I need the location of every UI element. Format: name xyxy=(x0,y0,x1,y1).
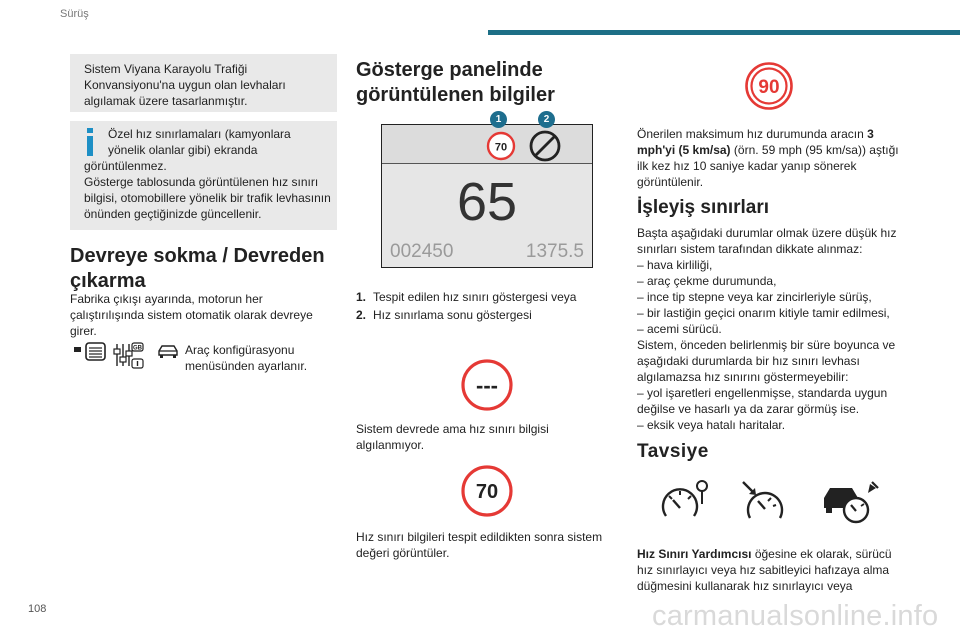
header-accent-bar xyxy=(488,30,960,35)
speed-limit-sign xyxy=(486,131,516,161)
desc-no-limit: Sistem devrede ama hız sınırı bilgisi algılanmıyor. xyxy=(356,422,549,452)
touchscreen-icon xyxy=(73,341,107,363)
settings-sliders-icon xyxy=(112,340,144,370)
car-icon xyxy=(156,342,180,362)
marker-1: 1 xyxy=(490,111,507,128)
heading-activation: Devreye sokma / Devreden çıkarma xyxy=(70,245,325,292)
current-speed: 65 xyxy=(456,172,518,232)
info-box xyxy=(70,121,337,230)
odometer: 002450 xyxy=(390,241,454,262)
sign-dash-text: --- xyxy=(476,373,498,398)
heading-panel-info: Gösterge panelinde görüntülenen bilgiler xyxy=(356,59,555,106)
page-number: 108 xyxy=(28,603,47,615)
heading-limits: İşleyiş sınırları xyxy=(637,197,770,218)
desc-limit-shown: Hız sınırı bilgileri tespit edildikten sonra sistem değeri görüntüler. xyxy=(356,530,603,560)
no-limit-detected-sign xyxy=(460,358,514,412)
recommended-speed-text: Önerilen maksimum hız durumunda aracın 3 mph'yi (5 km/sa) (örn. 59 mph (95 km/sa)) aştığı ilk kez hız 10 saniye kadar yanıp sönerek görüntülenir. xyxy=(637,127,899,189)
note-box-vienna xyxy=(70,54,337,112)
marker-2: 2 xyxy=(538,111,555,128)
speedometer-pin-icon xyxy=(660,478,712,522)
speed-limit-90-sign xyxy=(744,61,794,111)
menu-config-text: Araç konfigürasyonu menüsünden ayarlanır. xyxy=(185,343,308,373)
speedometer-arrow-icon xyxy=(740,478,790,522)
info-body: görüntülenmez. Gösterge tablosunda görüntülenen hız sınırı bilgisi, otomobillere yönelik bir trafik levhasının önünden geçtiğinizde güncellenir. xyxy=(84,159,331,221)
info-title: Özel hız sınırlamaları (kamyonlara yönelik olanlar gibi) ekranda xyxy=(108,127,291,157)
paragraph-activation: Fabrika çıkışı ayarında, motorun her çalıştırılışında sistem otomatik olarak devreye girer. xyxy=(70,292,313,338)
cluster-sign-value: 70 xyxy=(494,141,508,154)
legend-list xyxy=(356,289,606,325)
section-title: Sürüş xyxy=(60,8,89,20)
limits-text: Başta aşağıdaki durumlar olmak üzere düşük hız sınırları sistem tarafından dikkate alınmaz: – hava kirliliği, – araç çekme durumunda, – ince tip stepne veya kar zincirleriyle sürüş, – bir lastiğin geçici onarım kitiyle tamir edilmesi, – acemi sürücü. Sistem, önceden belirlenmiş bir süre boyunca ve aşağıdaki durumlarda bir hız sınırı levhası algılamazsa hız sınırını göstermeyebilir: – yol işaretleri engellenmişse, standarda uygun değilse ve hasarlı ya da zarar görmüş ise. – eksik veya hatalı haritalar. xyxy=(637,226,897,432)
info-icon xyxy=(87,128,93,156)
car-speedometer-icon xyxy=(820,478,882,524)
list-item: 1. Tespit edilen hız sınırı göstergesi veya xyxy=(356,290,577,304)
heading-advice: Tavsiye xyxy=(637,441,709,462)
sign-90-text: 90 xyxy=(758,77,780,98)
note-text: Sistem Viyana Karayolu Trafiği Konvansiyonu'na uygun olan levhaları algılamak üzere tasarlanmıştır. xyxy=(84,62,286,108)
speed-limit-70-sign xyxy=(460,464,514,518)
list-item: 2. Hız sınırlama sonu göstergesi xyxy=(356,308,532,322)
instrument-cluster-display xyxy=(381,124,593,268)
advice-text: Hız Sınırı Yardımcısı öğesine ek olarak, sürücü hız sınırlayıcı veya hız sabitleyici hafızaya alma düğmesini kullanarak hız sınırlayıcı veya xyxy=(637,547,892,593)
end-of-limit-sign xyxy=(528,129,562,163)
gb-label: GB xyxy=(133,345,142,352)
trip-meter: 1375.5 xyxy=(525,241,584,262)
sign-70-text: 70 xyxy=(475,481,499,503)
watermark: carmanualsonline.info xyxy=(652,600,939,632)
